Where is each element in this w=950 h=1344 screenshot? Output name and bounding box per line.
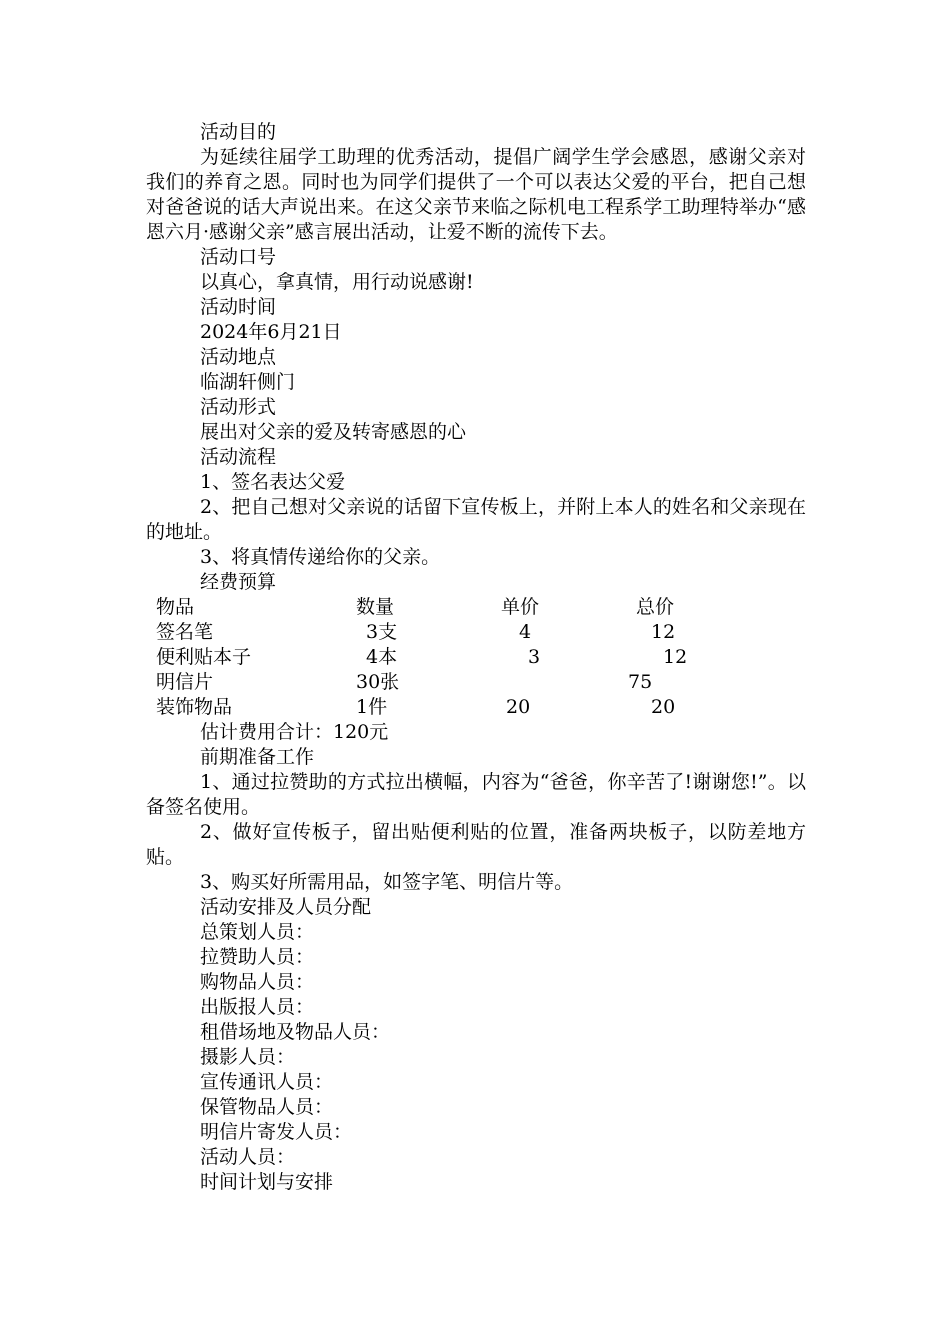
budget-cell-unit-price: 20: [506, 696, 531, 718]
prep-step-2: 2、做好宣传板子，留出贴便利贴的位置，准备两块板子，以防差地方贴。: [146, 821, 806, 868]
staff-role: 总策划人员：: [200, 921, 315, 943]
prep-heading: 前期准备工作: [200, 746, 315, 768]
process-step-1: 1、签名表达父爱: [200, 471, 346, 493]
budget-heading: 经费预算: [200, 571, 277, 593]
staff-role: 摄影人员：: [200, 1046, 296, 1068]
table-row: [11, 620, 811, 645]
table-row: [11, 645, 811, 670]
budget-header-total-price: 总价: [636, 596, 675, 618]
staff-role: 活动人员：: [200, 1146, 296, 1168]
staff-role: 明信片寄发人员：: [200, 1121, 353, 1143]
budget-cell-item: 装饰物品: [156, 696, 233, 718]
budget-cell-total-price: 12: [663, 646, 688, 668]
budget-table-header: [11, 595, 811, 620]
staff-role: 拉赞助人员：: [200, 946, 315, 968]
table-row: [11, 670, 811, 695]
budget-cell-quantity: 4本: [366, 646, 398, 668]
budget-cell-unit-price: 3: [528, 646, 541, 668]
staff-heading: 活动安排及人员分配: [200, 896, 372, 918]
budget-cell-total-price: 20: [651, 696, 676, 718]
form-text: 展出对父亲的爱及转寄感恩的心: [200, 421, 467, 443]
time-heading: 活动时间: [200, 296, 277, 318]
staff-role: 购物品人员：: [200, 971, 315, 993]
budget-total: 估计费用合计：120元: [200, 721, 389, 743]
prep-step-1: 1、通过拉赞助的方式拉出横幅，内容为“爸爸，你辛苦了!谢谢您!”。以备签名使用。: [146, 771, 806, 818]
budget-cell-item: 签名笔: [156, 621, 214, 643]
prep-step-3: 3、购买好所需用品，如签字笔、明信片等。: [200, 871, 574, 893]
budget-cell-item: 便利贴本子: [156, 646, 252, 668]
process-step-3: 3、将真情传递给你的父亲。: [200, 546, 441, 568]
schedule-heading: 时间计划与安排: [200, 1171, 334, 1193]
budget-cell-total-price: 12: [651, 621, 676, 643]
process-step-2: 2、把自己想对父亲说的话留下宣传板上，并附上本人的姓名和父亲现在的地址。: [146, 496, 806, 543]
slogan-heading: 活动口号: [200, 246, 277, 268]
document-body: [146, 120, 806, 1195]
budget-header-unit-price: 单价: [501, 596, 540, 618]
time-text: 2024年6月21日: [200, 321, 342, 343]
staff-role: 宣传通讯人员：: [200, 1071, 334, 1093]
staff-role: 保管物品人员：: [200, 1096, 334, 1118]
purpose-heading: 活动目的: [200, 121, 277, 143]
purpose-paragraph: 为延续往届学工助理的优秀活动，提倡广阔学生学会感恩，感谢父亲对我们的养育之恩。同时也为同学们提供了一个可以表达父爱的平台，把自己想对爸爸说的话大声说出来。在这父亲节来临之际机电工程系学工助理特举办“感恩六月·感谢父亲”感言展出活动，让爱不断的流传下去。: [146, 146, 806, 243]
budget-table: [11, 595, 811, 720]
place-heading: 活动地点: [200, 346, 277, 368]
place-text: 临湖轩侧门: [200, 371, 296, 393]
budget-header-item: 物品: [156, 596, 195, 618]
budget-cell-quantity: 1件: [356, 696, 388, 718]
budget-cell-unit-price: 4: [519, 621, 532, 643]
form-heading: 活动形式: [200, 396, 277, 418]
process-heading: 活动流程: [200, 446, 277, 468]
budget-cell-quantity: 30张: [356, 671, 400, 693]
budget-cell-total-price: 75: [628, 671, 653, 693]
budget-cell-quantity: 3支: [366, 621, 398, 643]
table-row: [11, 695, 811, 720]
budget-cell-item: 明信片: [156, 671, 214, 693]
staff-role: 租借场地及物品人员：: [200, 1021, 391, 1043]
slogan-text: 以真心，拿真情，用行动说感谢!: [200, 271, 474, 293]
budget-header-quantity: 数量: [356, 596, 395, 618]
staff-role: 出版报人员：: [200, 996, 315, 1018]
